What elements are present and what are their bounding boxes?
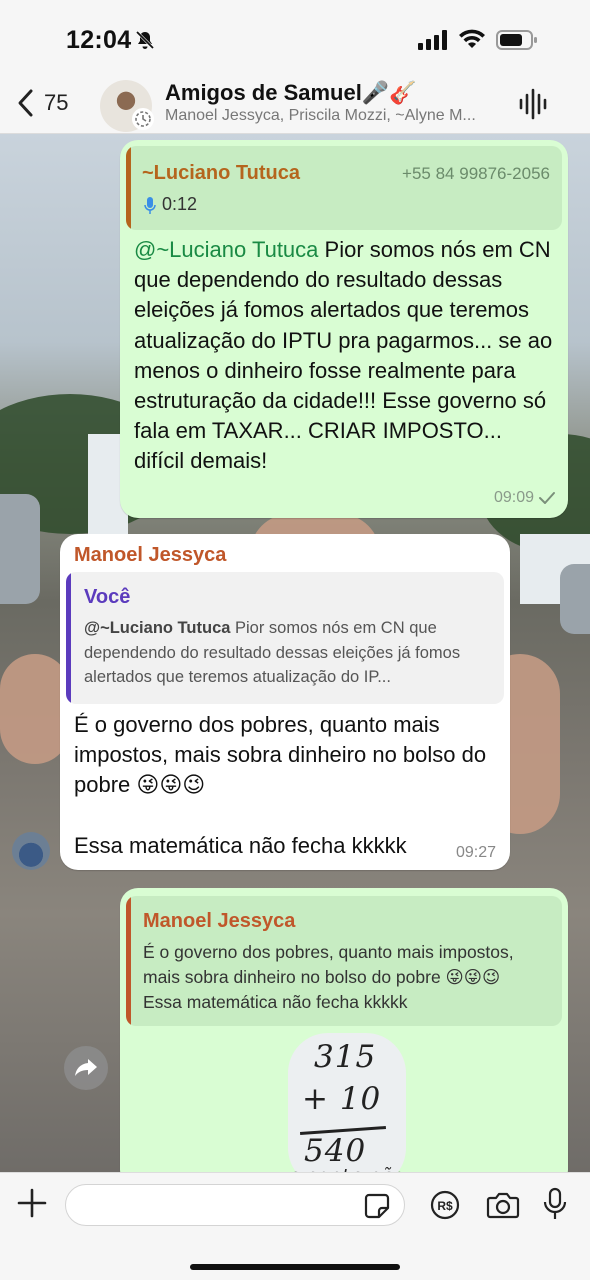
quoted-body: Pior somos nós em CN que dependendo do resultado dessas eleições já fomos alertados que teremos atualização do IP... — [84, 619, 461, 686]
svg-text:R$: R$ — [437, 1199, 453, 1213]
background-car — [560, 564, 590, 634]
forward-button[interactable] — [64, 1046, 108, 1090]
microphone-icon — [144, 196, 156, 216]
image-text: 315 — [314, 1039, 377, 1075]
quoted-line: Essa matemática não fecha kkkkk — [143, 992, 408, 1012]
check-icon — [538, 491, 556, 505]
message-gap — [74, 801, 504, 831]
message-time: 09:27 — [455, 844, 496, 861]
sender-name[interactable]: Manoel Jessyca — [74, 544, 227, 566]
plus-icon[interactable] — [16, 1187, 48, 1219]
clock-icon — [132, 108, 154, 130]
quoted-message[interactable] — [66, 572, 504, 704]
quote-bar — [126, 146, 131, 230]
quote-bar — [126, 896, 131, 1026]
group-members[interactable]: Manoel Jessyca, Priscila Mozzi, ~Alyne M... — [165, 107, 476, 124]
quoted-text — [84, 616, 484, 690]
home-indicator — [190, 1264, 400, 1270]
quoted-phone: +55 84 99876-2056 — [402, 164, 550, 183]
sender-avatar[interactable] — [12, 832, 50, 870]
quoted-author: Você — [84, 586, 131, 608]
battery-icon — [496, 29, 538, 51]
message-time: 09:09 — [493, 489, 534, 506]
message-text — [74, 710, 504, 861]
chevron-left-icon — [16, 88, 34, 118]
microphone-icon[interactable] — [542, 1187, 568, 1221]
message-text — [134, 235, 558, 477]
message-input[interactable] — [65, 1184, 405, 1226]
message-line: É o governo dos pobres, quanto mais impostos, mais sobra dinheiro no bolso do pobre 😜😜😉 — [74, 712, 487, 798]
message-meta — [494, 489, 556, 507]
quoted-mention: @~Luciano Tutuca — [84, 619, 231, 637]
cellular-signal-icon — [418, 30, 450, 50]
quoted-line: É o governo dos pobres, quanto mais impostos, mais sobra dinheiro no bolso do pobre 😜😜😉 — [143, 942, 514, 987]
message-bubble-outgoing[interactable] — [120, 140, 568, 518]
bell-muted-icon — [134, 29, 156, 51]
status-bar — [0, 0, 590, 76]
sticker-icon[interactable] — [364, 1193, 390, 1219]
voice-duration: 0:12 — [162, 194, 198, 214]
wifi-icon — [458, 28, 486, 50]
audio-call-icon[interactable] — [518, 88, 548, 120]
message-image[interactable] — [288, 1033, 406, 1188]
message-bubble-outgoing[interactable] — [120, 888, 568, 1188]
quoted-message[interactable] — [126, 896, 562, 1026]
camera-icon[interactable] — [486, 1191, 520, 1219]
quoted-author: ~Luciano Tutuca — [142, 162, 300, 184]
background-car — [0, 494, 40, 604]
forward-icon — [64, 1046, 108, 1090]
quoted-text — [143, 940, 553, 1015]
mention-link[interactable]: @~Luciano Tutuca — [134, 237, 319, 262]
quoted-author: Manoel Jessyca — [143, 910, 296, 932]
group-title[interactable]: Amigos de Samuel🎤🎸 — [165, 80, 417, 105]
quote-bar — [66, 572, 71, 704]
back-button[interactable] — [16, 88, 68, 118]
message-bubble-incoming[interactable] — [60, 534, 510, 870]
composer-bar — [0, 1172, 590, 1280]
quoted-message[interactable] — [126, 146, 562, 230]
message-line: Essa matemática não fecha kkkkk — [74, 832, 407, 858]
image-text: + 10 — [302, 1081, 382, 1117]
chat-header — [0, 76, 590, 134]
unread-count: 75 — [44, 90, 69, 115]
message-body: Pior somos nós em CN que dependendo do resultado dessas eleições já fomos alertados que teremos atualização do IPTU pra pagarmos... se ao menos o dinheiro fosse realmente para estruturação da cidade!!! Esse governo só fala em TAXAR... CRIAR IMPOSTO... difícil demais! — [134, 237, 553, 474]
status-time: 12:04 — [66, 26, 132, 54]
message-meta — [456, 844, 496, 862]
image-text: 540 — [304, 1133, 367, 1169]
payment-icon[interactable] — [430, 1190, 460, 1220]
